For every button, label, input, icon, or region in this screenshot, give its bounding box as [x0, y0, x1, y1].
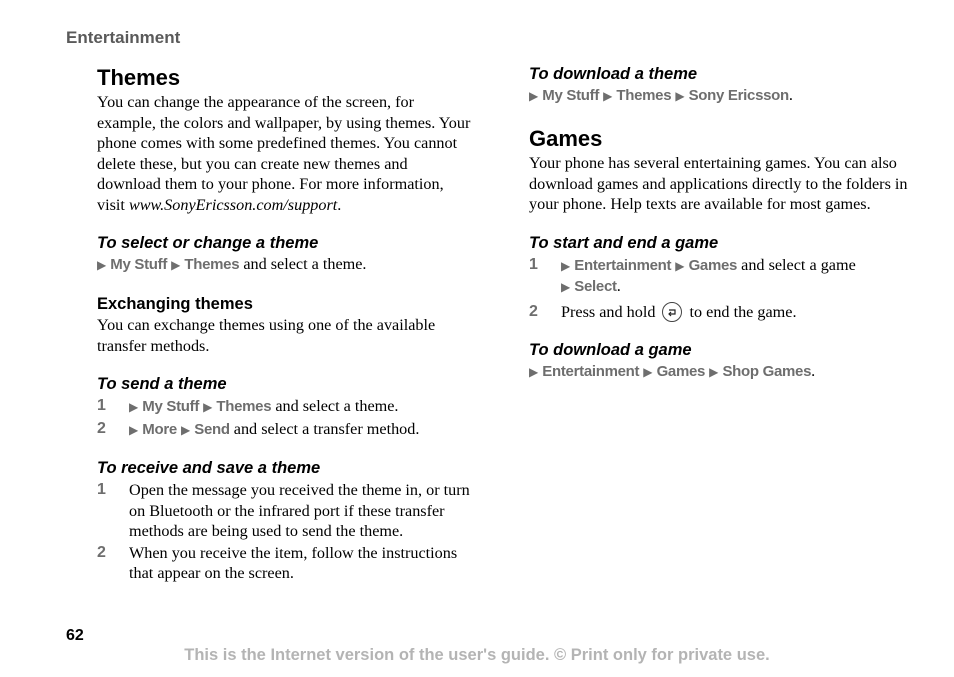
exchanging-themes-text: You can exchange themes using one of the available transfer methods.: [97, 316, 436, 355]
download-theme-heading: To download a theme: [529, 65, 698, 83]
start-game-heading: To start and end a game: [529, 233, 719, 252]
back-key-icon: [662, 302, 682, 322]
arrow-right-icon: ▶: [561, 280, 571, 294]
games-heading: Games: [529, 126, 603, 151]
menu-item: Send: [194, 420, 230, 438]
arrow-right-icon: ▶: [603, 89, 613, 103]
send-step-2: 2 ▶ More ▶ Send and select a transfer method.: [97, 419, 420, 438]
arrow-right-icon: ▶: [203, 400, 213, 414]
support-url: www.SonyEricsson.com/support: [128, 195, 338, 214]
menu-item: Games: [688, 256, 738, 274]
menu-item: Select: [574, 278, 617, 295]
arrow-right-icon: ▶: [675, 89, 685, 103]
menu-item: Themes: [216, 398, 272, 415]
menu-item: Themes: [184, 256, 240, 273]
section-label: Entertainment: [66, 28, 181, 47]
send-theme-heading: To send a theme: [97, 375, 227, 393]
menu-item: Entertainment: [542, 363, 640, 380]
download-theme-path: ▶ My Stuff ▶ Themes ▶ Sony Ericsson.: [529, 86, 793, 104]
right-column: [529, 64, 909, 383]
menu-item: More: [142, 420, 177, 438]
menu-item: My Stuff: [542, 87, 600, 104]
arrow-right-icon: ▶: [97, 258, 107, 272]
menu-item: My Stuff: [110, 256, 168, 273]
menu-item: Games: [656, 363, 706, 380]
menu-item: Themes: [616, 87, 672, 104]
download-game-path: ▶ Entertainment ▶ Games ▶ Shop Games.: [529, 362, 816, 380]
receive-step-2: 2 When you receive the item, follow the instructions that appear on the screen.: [97, 543, 458, 582]
arrow-right-icon: ▶: [529, 89, 539, 103]
select-theme-path: ▶ My Stuff ▶ Themes and select a theme.: [97, 255, 367, 273]
page-number: 62: [66, 627, 84, 644]
arrow-right-icon: ▶: [129, 400, 139, 414]
arrow-right-icon: ▶: [709, 365, 719, 379]
arrow-right-icon: ▶: [675, 258, 685, 273]
arrow-right-icon: ▶: [171, 258, 181, 272]
left-column: [97, 64, 472, 584]
start-step-1: 1 ▶ Entertainment ▶ Games and select a game ▶ Select.: [529, 255, 856, 295]
menu-item: Sony Ericsson: [688, 87, 789, 104]
arrow-right-icon: ▶: [561, 258, 571, 273]
exchanging-themes-heading: Exchanging themes: [97, 295, 253, 313]
arrow-right-icon: ▶: [180, 422, 191, 437]
receive-theme-heading: To receive and save a theme: [97, 459, 321, 477]
download-game-heading: To download a game: [529, 341, 692, 359]
themes-intro: You can change the appearance of the screen, for example, the colors and wallpaper, by using themes. Your phone comes with some predefined themes. You cannot delete these, but you can create new themes and download them to your phone. For more information, visit www.SonyEricsson.com/support.: [97, 93, 471, 214]
themes-heading: Themes: [97, 65, 181, 90]
start-step-2: 2 Press and hold to end the game.: [529, 302, 797, 321]
menu-item: My Stuff: [142, 398, 200, 415]
arrow-right-icon: ▶: [643, 365, 653, 379]
menu-item: Entertainment: [574, 256, 672, 274]
menu-item: Shop Games: [722, 363, 812, 380]
arrow-right-icon: ▶: [529, 365, 539, 379]
arrow-right-icon: ▶: [129, 422, 139, 437]
select-theme-heading: To select or change a theme: [97, 234, 319, 252]
footer-notice: This is the Internet version of the user's guide. © Print only for private use.: [184, 646, 770, 664]
games-text: Your phone has several entertaining games. You can also download games and applications directly to the folders in your phone. Help texts are available for most games.: [529, 154, 908, 213]
send-step-1: 1 ▶ My Stuff ▶ Themes and select a theme.: [97, 397, 399, 415]
receive-step-1: 1 Open the message you received the theme in, or turn on Bluetooth or the infrared port if these transfer methods are being used to send the theme.: [97, 481, 470, 540]
